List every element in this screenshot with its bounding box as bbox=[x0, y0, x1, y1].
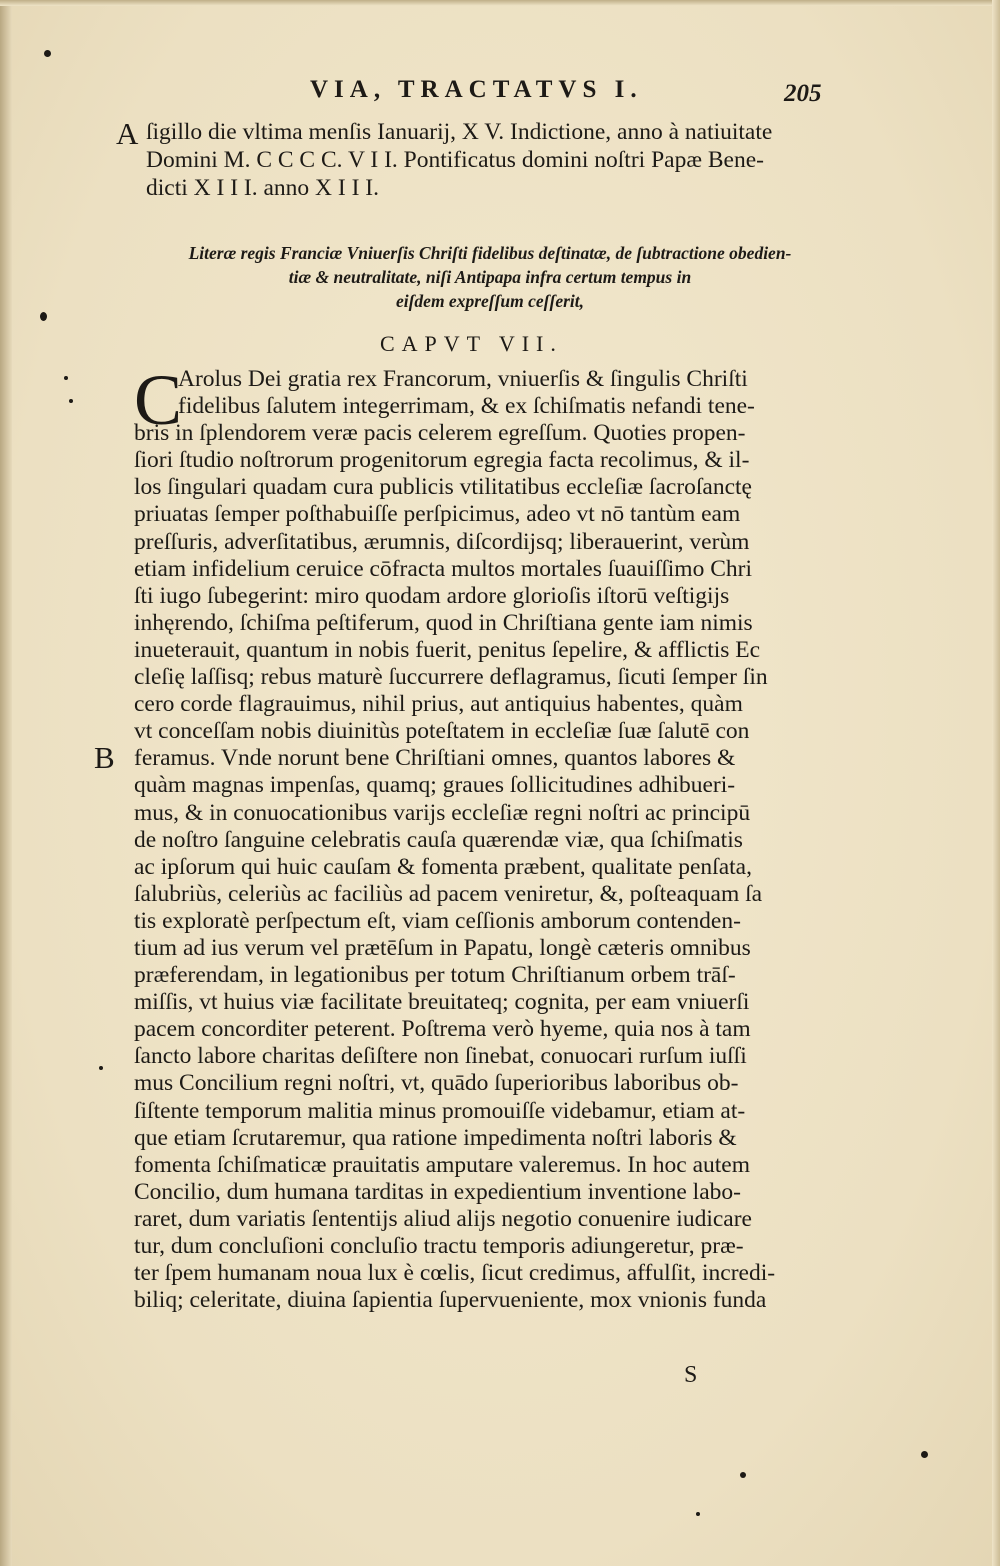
text-line: ſalubriùs, celeriùs ac faciliùs ad pacem veniretur, &, poſteaquam ſa bbox=[134, 880, 763, 907]
text-line: vt conceſſam nobis diuinitùs poteſtatem in eccleſiæ ſuæ ſalutē con bbox=[134, 718, 750, 745]
margin-letter-a: A bbox=[116, 116, 139, 151]
text-line: quàm magnas impenſas, quamq; graues ſollicitudines adhibueri- bbox=[134, 772, 736, 799]
text-line: ter ſpem humanam noua lux è cœlis, ſicut credimus, affulſit, incredi- bbox=[134, 1260, 776, 1287]
text-line: ſiſtente temporum malitia minus promouiſſe videbamur, etiam at- bbox=[134, 1097, 746, 1124]
ink-speck bbox=[44, 50, 51, 57]
text-line: de noſtro ſanguine celebratis cauſa quærendæ viæ, qua ſchiſmatis bbox=[134, 826, 743, 853]
rubric-line: Literæ regis Franciæ Vniuerſis Chriſti fidelibus deſtinatæ, de ſubtractione obedien- bbox=[188, 243, 792, 263]
text-line: inhęrendo, ſchiſma peſtiferum, quod in Chriſtiana gente iam nimis bbox=[134, 609, 753, 636]
page-left-edge-shadow bbox=[0, 0, 12, 1566]
text-line: mus, & in conuocationibus varijs eccleſiæ regni noſtri ac principū bbox=[134, 799, 751, 826]
text-line: pacem concorditer peterent. Poſtrema verò hyeme, quia nos à tam bbox=[134, 1016, 751, 1043]
signature-mark: S bbox=[684, 1362, 698, 1388]
margin-letter-b: B bbox=[94, 740, 115, 775]
text-line: mus Concilium regni noſtri, vt, quādo ſuperioribus laboribus ob- bbox=[134, 1070, 739, 1097]
text-line: miſſis, vt huius viæ facilitate breuitateq; cognita, per eam vniuerſi bbox=[134, 989, 750, 1016]
text-line: priuatas ſemper poſthabuiſſe perſpicimus, adeo vt nō tantùm eam bbox=[134, 501, 741, 528]
text-line: ſti iugo ſubegerint: miro quodam ardore glorioſis iſtorū veſtigijs bbox=[134, 582, 730, 609]
text-line: præferendam, in legationibus per totum Chriſtianum orbem trāſ- bbox=[134, 962, 736, 989]
text-line: tium ad ius verum vel prætēſum in Papatu, longè cæteris omnibus bbox=[134, 934, 751, 961]
text-line: preſſuris, adverſitatibus, ærumnis, diſcordijsq; liberauerint, verùm bbox=[134, 528, 750, 555]
chapter-heading: CAPVT VII. bbox=[380, 331, 563, 356]
ink-speck bbox=[64, 376, 68, 380]
text-line: cero corde flagrauimus, nihil prius, aut antiquius habentes, quàm bbox=[134, 691, 743, 718]
drop-cap: C bbox=[134, 360, 183, 440]
text-line: etiam infidelium ceruice cōfracta multos mortales ſuauiſſimo Chri bbox=[134, 555, 752, 582]
text-line: inueterauit, quantum in nobis fuerit, penitus ſepelire, & afflictis Ec bbox=[134, 636, 761, 663]
text-line: Domini M. C C C C. V I I. Pontificatus domini noſtri Papæ Bene- bbox=[146, 147, 764, 173]
text-line: que etiam ſcrutaremur, qua ratione impedimenta noſtri laboris & bbox=[134, 1124, 737, 1151]
text-line: ſigillo die vltima menſis Ianuarij, X V. Indictione, anno à natiuitate bbox=[146, 119, 773, 145]
text-line: bris in ſplendorem veræ pacis celerem egreſſum. Quoties propen- bbox=[134, 420, 746, 447]
text-line: fomenta ſchiſmaticæ prauitatis amputare valeremus. In hoc autem bbox=[134, 1151, 751, 1178]
text-line: fidelibus ſalutem integerrimam, & ex ſchiſmatis nefandi tene- bbox=[178, 393, 755, 420]
rubric-line: tiæ & neutralitate, niſi Antipapa infra certum tempus in bbox=[288, 267, 692, 287]
chapter-rubric bbox=[150, 241, 830, 313]
rubric-line: eiſdem expreſſum ceſſerit, bbox=[395, 291, 585, 311]
text-line: ac ipſorum qui huic cauſam & fomenta præbent, qualitate penſata, bbox=[134, 853, 752, 880]
chapter-body bbox=[134, 360, 824, 1314]
ink-speck bbox=[40, 312, 47, 321]
running-head: VIA, TRACTATVS I. bbox=[310, 76, 643, 103]
ink-speck bbox=[696, 1512, 700, 1516]
text-line: feramus. Vnde norunt bene Chriſtiani omnes, quantos labores & bbox=[134, 745, 736, 772]
text-line: tur, dum concluſioni concluſio tractu temporis adiungeretur, præ- bbox=[134, 1233, 744, 1259]
text-line: ſancto labore charitas deſiſtere non ſinebat, conuocari rurſum iuſſi bbox=[134, 1043, 747, 1070]
page-number: 205 bbox=[784, 80, 822, 107]
page-right-edge-shadow bbox=[992, 0, 1000, 1566]
text-line: dicti X I I I. anno X I I I. bbox=[146, 175, 379, 201]
text-line: Concilio, dum humana tarditas in expedientium inventione labo- bbox=[134, 1178, 741, 1205]
text-line: Arolus Dei gratia rex Francorum, vniuerſis & ſingulis Chriſti bbox=[178, 366, 748, 392]
ink-speck bbox=[740, 1472, 746, 1478]
text-line: los ſingulari quadam cura publicis vtilitatibus eccleſiæ ſacroſanctę bbox=[134, 474, 752, 501]
text-line: biliq; celeritate, diuina ſapientia ſupervueniente, mox vnionis funda bbox=[134, 1287, 767, 1314]
ink-speck bbox=[921, 1451, 928, 1458]
ink-speck bbox=[99, 1066, 103, 1070]
text-line: ſiori ſtudio noſtrorum progenitorum egregia facta recolimus, & il- bbox=[134, 447, 750, 474]
ink-speck bbox=[69, 399, 73, 403]
text-line: cleſię laſſisq; rebus maturè ſuccurrere deflagramus, ſicuti ſemper ſin bbox=[134, 664, 768, 691]
page-top-edge-shadow bbox=[0, 0, 1000, 6]
opening-paragraph bbox=[146, 118, 816, 202]
text-line: raret, dum variatis ſententijs aliud alijs negotio conuenire iudicare bbox=[134, 1205, 752, 1232]
text-line: tis exploratè perſpectum eſt, viam ceſſionis amborum contenden- bbox=[134, 907, 741, 934]
